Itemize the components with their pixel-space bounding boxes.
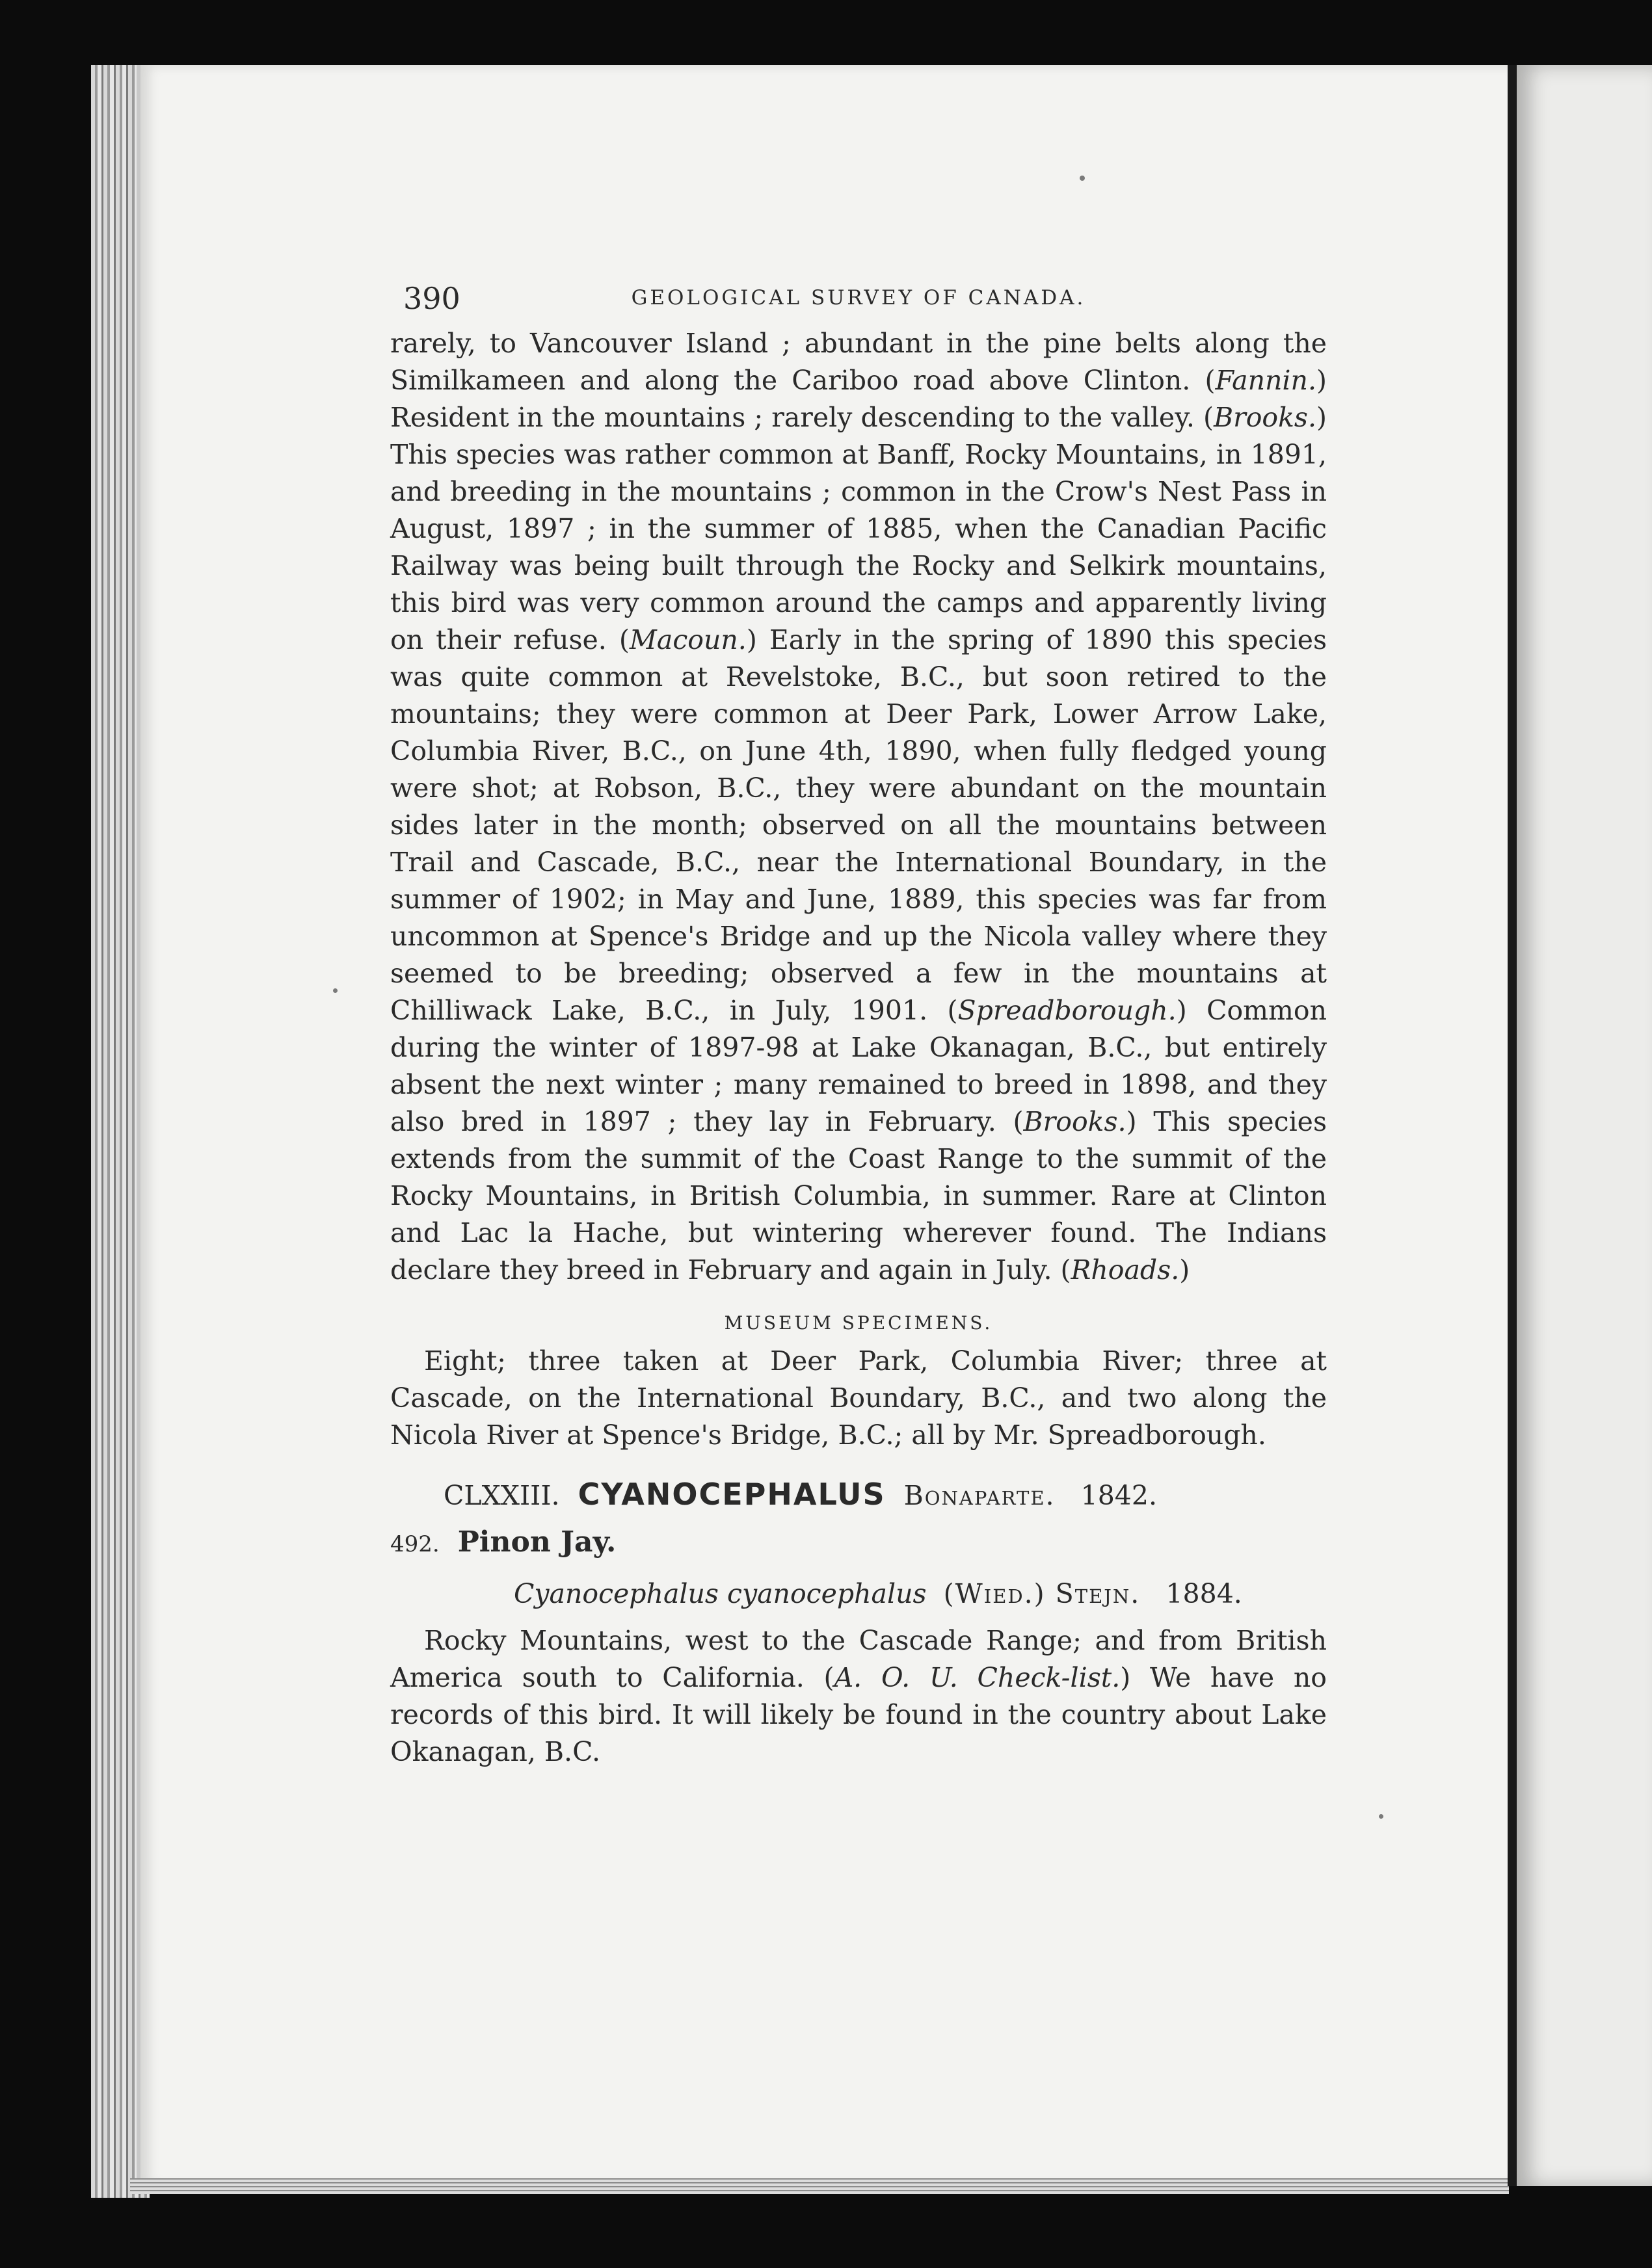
species-common-name: Pinon Jay. — [457, 1525, 617, 1559]
range-text: Rocky Mountains, west to the Cascade Range; and from British America south to California. ( — [390, 1625, 1327, 1693]
binomial-authority: (Wied.) Stejn. — [943, 1578, 1141, 1609]
citation-brooks: Brooks. — [1023, 1106, 1126, 1137]
species-notes-paragraph — [390, 325, 1327, 1289]
citation-spreadborough: Spreadborough. — [957, 995, 1177, 1026]
notes-text: rarely, to Vancouver Island ; abundant in the pine belts along the Similkameen and along the Cariboo road above Clinton. ( — [390, 328, 1327, 396]
notes-text: ) Resident in the mountains ; rarely descending to the valley. ( — [390, 365, 1327, 433]
running-head — [390, 273, 1327, 325]
range-text: ) We have no records of this bird. It will likely be found in the country about Lake Okanagan, B.C. — [390, 1662, 1327, 1767]
citation-macoun: Macoun. — [629, 624, 747, 655]
book-gutter — [1508, 65, 1517, 2186]
museum-specimens-heading: MUSEUM SPECIMENS. — [724, 1312, 993, 1334]
citation-rhoads: Rhoads. — [1071, 1254, 1180, 1286]
running-title: GEOLOGICAL SURVEY OF CANADA. — [631, 286, 1086, 310]
citation-fannin: Fannin. — [1215, 365, 1316, 396]
dust-speck — [1080, 176, 1085, 181]
citation-brooks: Brooks. — [1213, 402, 1316, 433]
species-number: 492. — [390, 1531, 440, 1557]
notes-text: ) Common during the winter of 1897-98 at Lake Okanagan, B.C., but entirely absent the next winter ; many remained to breed in 1898, and they also bred in 1897 ; they lay in February. ( — [390, 995, 1327, 1137]
genus-numeral: CLXXIII. — [444, 1480, 560, 1511]
facing-page — [1517, 65, 1652, 2186]
genus-heading — [390, 1473, 1327, 1516]
museum-specimens-paragraph: Eight; three taken at Deer Park, Columbia River; three at Cascade, on the International Boundary, B.C., and two along the Nicola River at Spence's Bridge, B.C.; all by Mr. Spreadborough. — [390, 1345, 1327, 1451]
notes-text: ) This species extends from the summit of the Coast Range to the summit of the Rocky Mountains, in British Columbia, in summer. Rare at Clinton and Lac la Hache, but wintering wherever found. The Indians declare they breed in February and again in July. ( — [390, 1106, 1327, 1286]
page-bottom-edge — [130, 2178, 1509, 2194]
genus-name: CYANOCEPHALUS — [578, 1477, 886, 1512]
citation-aou-checklist: A. O. U. Check-list. — [834, 1662, 1121, 1693]
notes-text: ) — [1179, 1254, 1190, 1286]
notes-text: ) Early in the spring of 1890 this species was quite common at Revelstoke, B.C., but soon retired to the mountains; they were common at Deer Park, Lower Arrow Lake, Columbia River, B.C., on June 4th, 1890, when fully fledged young were shot; at Robson, B.C., they were abundant on the mountain sides later in the month; observed on all the mountains between Trail and Cascade, B.C., near the International Boundary, in the summer of 1902; in May and June, 1889, this species was far from uncommon at Spence's Bridge and up the Nicola valley where they seemed to be breeding; observed a few in the mountains at Chilliwack Lake, B.C., in July, 1901. ( — [390, 624, 1327, 1026]
page-number: 390 — [403, 281, 460, 316]
scientific-name: Cyanocephalus cyanocephalus — [514, 1578, 927, 1609]
text-block — [390, 273, 1327, 1771]
range-paragraph — [390, 1622, 1327, 1771]
notes-text: ) This species was rather common at Banff, Rocky Mountains, in 1891, and breeding in the mountains ; common in the Crow's Nest Pass in August, 1897 ; in the summer of 1885, when the Canadian Pacific Railway was being built through the Rocky and Selkirk mountains, this bird was very common around the camps and apparently living on their refuse. ( — [390, 402, 1327, 655]
genus-year: 1842. — [1080, 1480, 1158, 1511]
binomial-year: 1884. — [1166, 1578, 1242, 1609]
binomial-line — [390, 1574, 1327, 1613]
species-heading — [390, 1522, 1327, 1565]
dust-speck — [1379, 1814, 1383, 1819]
genus-authority: Bonaparte. — [903, 1480, 1056, 1511]
dust-speck — [333, 988, 338, 993]
